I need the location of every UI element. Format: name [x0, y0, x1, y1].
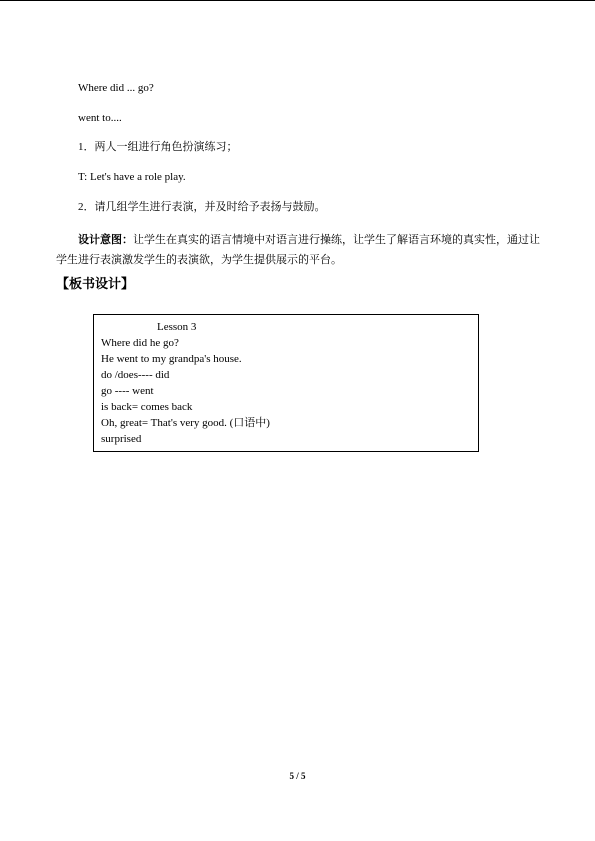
- text-line: Where did ... go?: [78, 82, 154, 94]
- board-line: Oh, great= That's very good. (口语中): [101, 417, 270, 429]
- board-line: do /does---- did: [101, 369, 170, 381]
- board-line: surprised: [101, 433, 142, 445]
- design-intent-paragraph: [56, 230, 540, 270]
- board-line: go ---- went: [101, 385, 154, 397]
- page-number: 5 / 5: [289, 771, 306, 781]
- step-1-text: 1．两人一组进行角色扮演练习；: [78, 141, 238, 153]
- board-title: Lesson 3: [157, 321, 197, 333]
- board-line: He went to my grandpa's house.: [101, 353, 242, 365]
- text-line: went to....: [78, 112, 122, 124]
- board-line: is back= comes back: [101, 401, 193, 413]
- board-design-heading: 【板书设计】: [56, 277, 135, 292]
- step-2-text: 2．请几组学生进行表演，并及时给予表扬与鼓励。: [78, 201, 326, 213]
- text-line: T: Let's have a role play.: [78, 171, 186, 183]
- board-line: Where did he go?: [101, 337, 179, 349]
- design-intent-label: 设计意图：: [78, 234, 133, 246]
- header-rule: [0, 0, 595, 1]
- board-design-box: [93, 314, 479, 452]
- design-intent-text: 让学生在真实的语言情境中对语言进行操练，让学生了解语言环境的真实性，通过让学生进行表演激发学生的表演欲，为学生提供展示的平台。: [56, 234, 540, 266]
